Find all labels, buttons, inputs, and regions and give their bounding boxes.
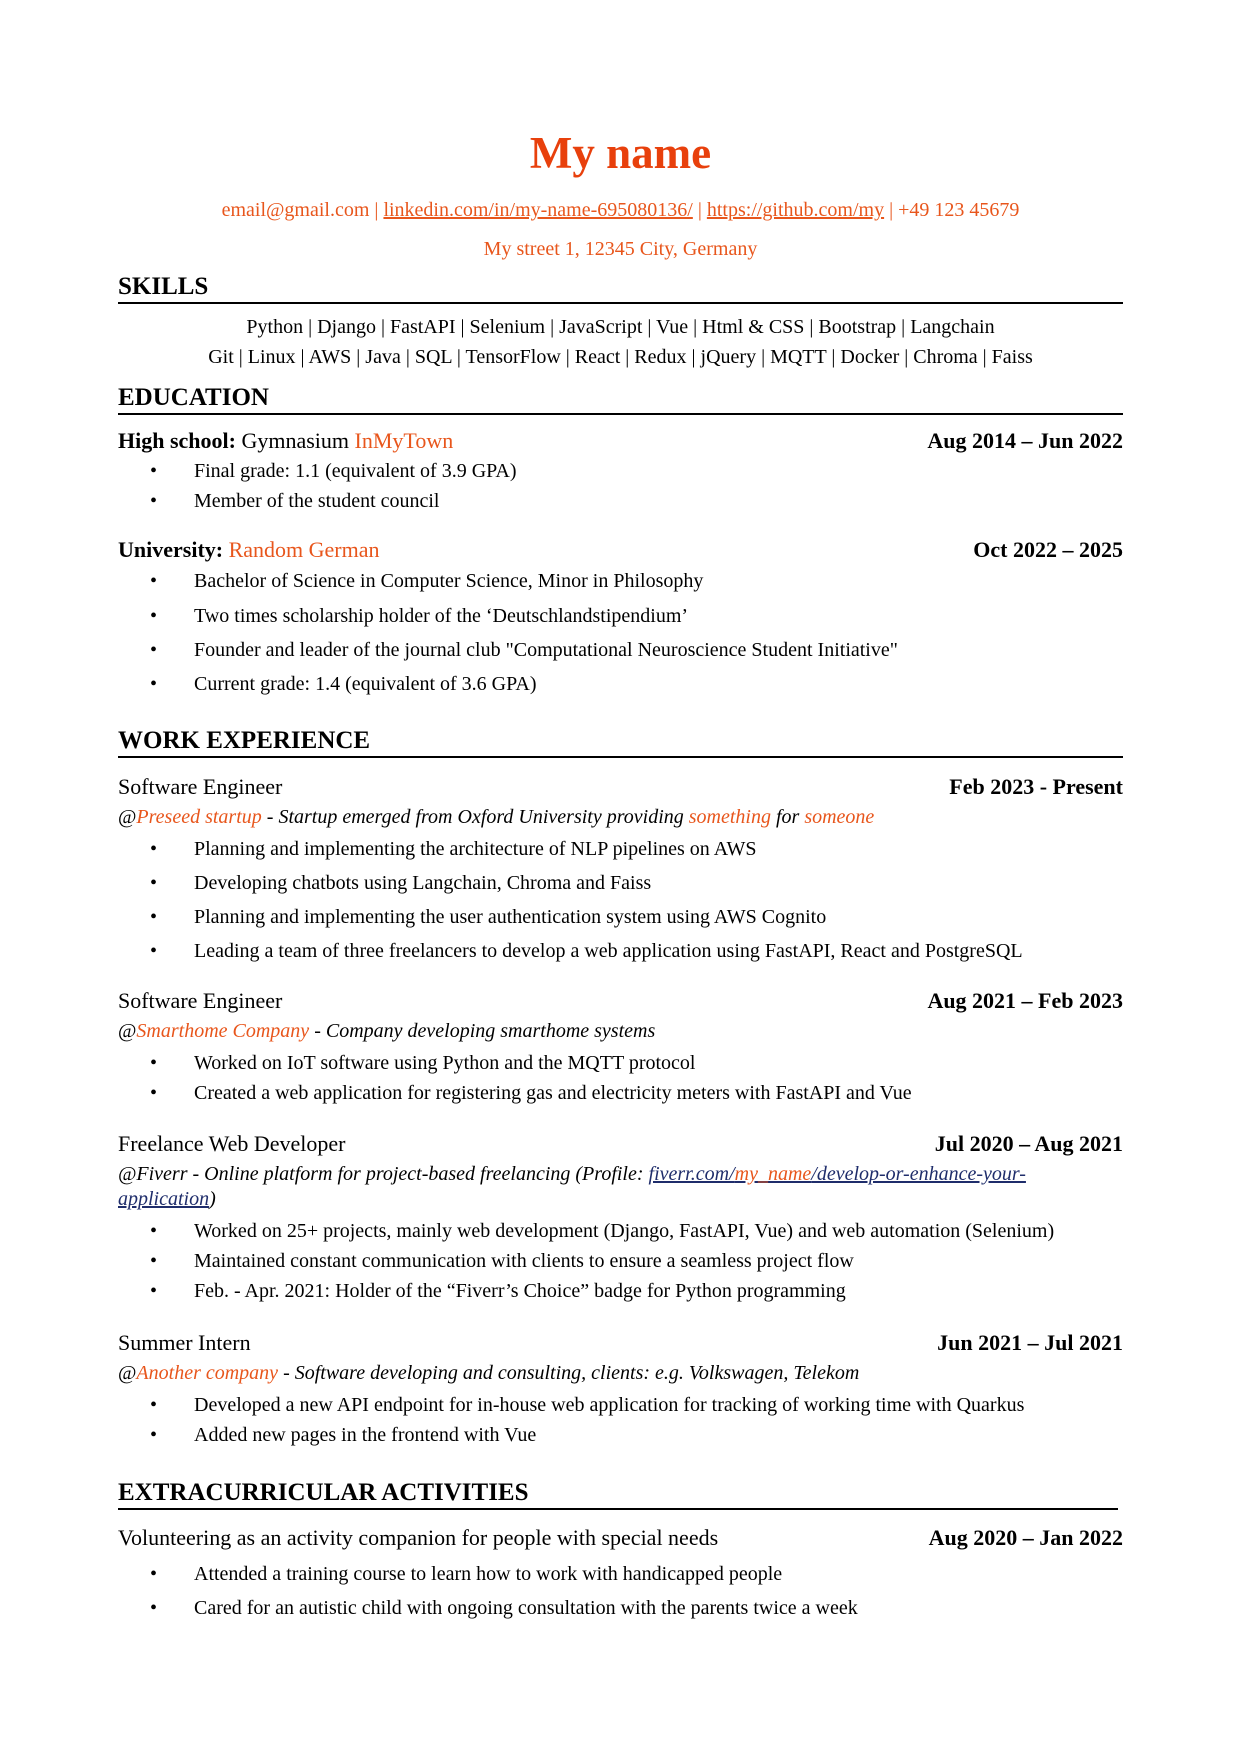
email-text: email@gmail.com <box>221 199 370 221</box>
work-entry-company: @Smarthome Company - Company developing smarthome systems <box>118 1020 656 1042</box>
address-line: My street 1, 12345 City, Germany <box>483 238 758 260</box>
university-name: Random German <box>228 537 380 562</box>
phone-text: +49 123 45679 <box>898 199 1020 221</box>
section-extracurricular-heading: EXTRACURRICULAR ACTIVITIES <box>118 1478 1118 1510</box>
highschool-name: InMyTown <box>354 428 454 453</box>
section-skills-heading: SKILLS <box>118 272 1123 304</box>
skills-line-1: Python | Django | FastAPI | Selenium | JavaScript | Vue | Html & CSS | Bootstrap | Langchain <box>246 316 995 338</box>
section-work-heading: WORK EXPERIENCE <box>118 726 1123 758</box>
university-dates: Oct 2022 – 2025 <box>973 537 1123 562</box>
work-entry-company: @Another company - Software developing and consulting, clients: e.g. Volkswagen, Telekom <box>118 1362 860 1384</box>
fiverr-profile-link-cont[interactable]: application <box>118 1188 210 1210</box>
work-entry-company: @Fiverr - Online platform for project-based freelancing (Profile: fiverr.com/my_name/develop-or-enhance-your- application) <box>118 1163 1026 1210</box>
fiverr-profile-link[interactable]: fiverr.com/my_name/develop-or-enhance-your- <box>648 1163 1026 1185</box>
contact-line: email@gmail.com | linkedin.com/in/my-name-695080136/ | https://github.com/my | +49 123 45679 <box>221 199 1020 221</box>
section-education-heading: EDUCATION <box>118 383 1123 415</box>
skills-line-2: Git | Linux | AWS | Java | SQL | TensorFlow | React | Redux | jQuery | MQTT | Docker | Chroma | Faiss <box>208 346 1033 368</box>
resume-page: My name email@gmail.com | linkedin.com/in/my-name-695080136/ | https://github.com/my | +49 123 45679 My street 1, 12345 City, Germany SKILLS Python | Django | FastAPI | Selenium | JavaScript | Vue | Html & CSS | Bootstrap | Langchain Git | Linux | AWS | Java | SQL | TensorFlow | React | Redux | jQuery | MQTT | Docker | Chroma | Faiss EDUCATION High school: Gymnasium InMyTown Aug 2014 – Jun 2022 • Final grade: 1.1 (equivalent of 3.9 GPA) • Member of the student council University: Random German Oct 2022 – 2025 • Bachelor of Science in Computer Science, Minor in Philosophy • Two times scholarship holder of the ‘Deutschlandstipendium’ • Founder and leader of the journal club "Computational Neuroscience Student Initiative" • Current grade: 1.4 (equivalent of 3.6 GPA) WORK EXPERIENCE Software Engineer Feb 2023 - Present @Preseed startup - Startup emerged from Oxford University providing something for someone • Planning and implementing the architecture of NLP pipelines on AWS • Developing chatbots using Langchain, Chroma and Faiss • Planning and implementing the user authentication system using AWS Cognito • Leading a team of three freelancers to develop a web application using FastAPI, React and PostgreSQL Software Engineer Aug 2021 – Feb 2023 @Smarthome Company - Company developing smarthome systems • Worked on IoT software using Python and the MQTT protocol • Created a web application for registering gas and electricity meters with FastAPI and Vue Freelance Web Developer Jul 2020 – Aug 2021 @Fiverr - Online platform for project-based freelancing (Profile: fiverr.com/my_name/develop-or-enhance-your- application) • Worked on 25+ projects, mainly web development (Django, FastAPI, Vue) and web automation (Selenium) • Maintained constant communication with clients to ensure a seamless project flow • Feb. - Apr. 2021: Holder of the “Fiverr’s Choice” badge for Python programming Summer Intern Jun 2021 – Jul 2021 @Another company - Software developing and consulting, clients: e.g. Volkswagen, Telekom • Developed a new API endpoint for in-house web application for tracking of working time with Quarkus • Added new pages in the frontend with Vue EXTRACURRICULAR ACTIVITIES Volunteering as an activity companion for people with special needs Aug 2020 – Jan 2022 • Attended a training course to learn how to work with handicapped people • Cared for an autistic child with ongoing consultation with the parents twice a week <box>0 0 1241 1754</box>
resume-name: My name <box>529 128 712 178</box>
linkedin-link[interactable]: linkedin.com/in/my-name-695080136/ <box>383 199 693 221</box>
github-link[interactable]: https://github.com/my <box>706 199 885 221</box>
highschool-dates: Aug 2014 – Jun 2022 <box>927 428 1123 453</box>
work-entry-company: @Preseed startup - Startup emerged from Oxford University providing something for someone <box>118 806 875 828</box>
